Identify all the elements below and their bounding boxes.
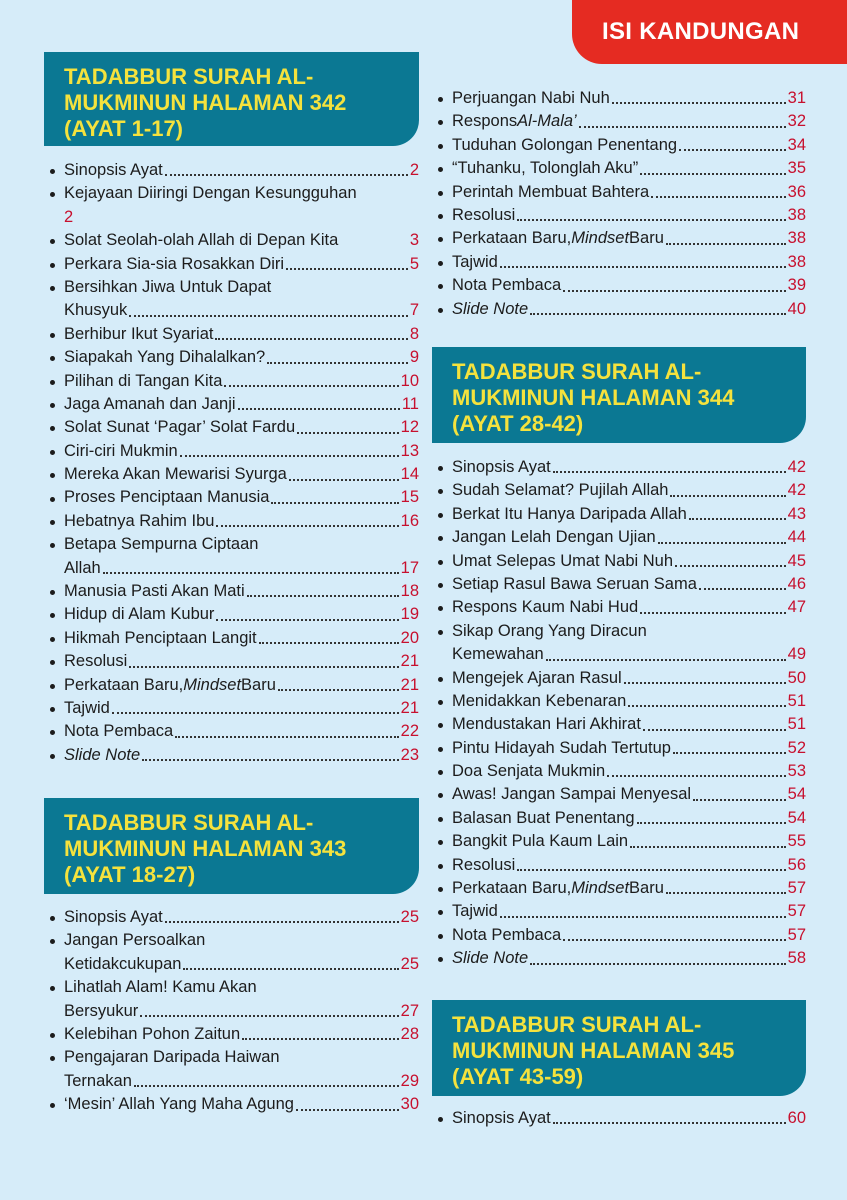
toc-entry[interactable] bbox=[44, 229, 419, 252]
leader-dots bbox=[579, 126, 786, 128]
entry-title-cont: Khusyuk bbox=[64, 301, 128, 320]
entry-title: Nota Pembaca bbox=[452, 925, 562, 944]
entry-title: Nota Pembaca bbox=[64, 722, 174, 741]
leader-dots bbox=[517, 869, 785, 871]
entry-title: “Tuhanku, Tolonglah Aku” bbox=[452, 159, 639, 178]
entry-title: Perintah Membuat Bahtera bbox=[452, 182, 650, 201]
toc-entry[interactable] bbox=[432, 456, 806, 479]
entry-title: Ciri-ciri Mukmin bbox=[64, 441, 178, 460]
entry-title: Respons Kaum Nabi Hud bbox=[452, 598, 639, 617]
toc-entry[interactable] bbox=[432, 87, 806, 110]
toc-entry[interactable] bbox=[432, 227, 806, 250]
entry-page: 28 bbox=[400, 1024, 419, 1043]
leader-dots bbox=[670, 495, 785, 497]
entry-page: 57 bbox=[787, 902, 806, 921]
toc-list-344 bbox=[432, 456, 806, 971]
entry-page: 14 bbox=[400, 465, 419, 484]
leader-dots bbox=[673, 752, 786, 754]
entry-title: Awas! Jangan Sampai Menyesal bbox=[452, 785, 692, 804]
section-header-342 bbox=[44, 52, 419, 146]
entry-page: 21 bbox=[400, 652, 419, 671]
toc-entry[interactable] bbox=[44, 650, 419, 673]
tab-label: ISI KANDUNGAN bbox=[602, 18, 800, 45]
entry-page: 27 bbox=[400, 1001, 419, 1020]
toc-list-345 bbox=[432, 1107, 806, 1130]
toc-entry[interactable] bbox=[432, 854, 806, 877]
entry-title: Mendustakan Hari Akhirat bbox=[452, 715, 641, 734]
toc-entry[interactable] bbox=[432, 877, 806, 900]
entry-page: 2 bbox=[64, 207, 74, 226]
section-header-344 bbox=[432, 347, 806, 443]
entry-title: Sinopsis Ayat bbox=[64, 907, 163, 926]
header-line: MUKMINUN HALAMAN 344 bbox=[452, 385, 735, 410]
entry-page: 31 bbox=[787, 88, 806, 107]
leader-dots bbox=[628, 705, 785, 707]
leader-dots bbox=[271, 502, 398, 504]
leader-dots bbox=[530, 313, 786, 315]
entry-title: ‘Mesin’ Allah Yang Maha Agung bbox=[64, 1095, 294, 1114]
toc-entry[interactable] bbox=[44, 533, 419, 580]
entry-title: Resolusi bbox=[64, 652, 128, 671]
toc-entry[interactable] bbox=[432, 667, 806, 690]
toc-entry[interactable] bbox=[432, 573, 806, 596]
entry-page: 56 bbox=[787, 855, 806, 874]
entry-page: 44 bbox=[787, 528, 806, 547]
entry-title-b: Mindset bbox=[571, 879, 630, 898]
leader-dots bbox=[216, 525, 398, 527]
entry-title: Lihatlah Alam! Kamu Akan bbox=[64, 978, 257, 997]
entry-title: Hidup di Alam Kubur bbox=[64, 605, 215, 624]
leader-dots bbox=[675, 565, 786, 567]
entry-title: Slide Note bbox=[452, 949, 529, 968]
section-header-345 bbox=[432, 1000, 806, 1096]
entry-page: 11 bbox=[401, 394, 419, 413]
leader-dots bbox=[553, 1122, 786, 1124]
toc-entry[interactable] bbox=[44, 929, 419, 976]
toc-entry[interactable] bbox=[44, 720, 419, 743]
entry-title: Pengajaran Daripada Haiwan bbox=[64, 1048, 280, 1067]
toc-entry[interactable] bbox=[44, 463, 419, 486]
entry-page: 42 bbox=[787, 457, 806, 476]
entry-page: 38 bbox=[787, 252, 806, 271]
leader-dots bbox=[289, 479, 399, 481]
entry-page: 32 bbox=[787, 112, 806, 131]
entry-page: 10 bbox=[400, 371, 419, 390]
entry-page: 51 bbox=[787, 691, 806, 710]
leader-dots bbox=[640, 173, 785, 175]
entry-title-cont: Ketidakcukupan bbox=[64, 954, 182, 973]
entry-title: Hebatnya Rahim Ibu bbox=[64, 511, 215, 530]
entry-title: Sinopsis Ayat bbox=[452, 457, 551, 476]
toc-entry[interactable] bbox=[44, 370, 419, 393]
entry-title: Doa Senjata Mukmin bbox=[452, 762, 606, 781]
toc-entry[interactable] bbox=[44, 323, 419, 346]
entry-title: Proses Penciptaan Manusia bbox=[64, 488, 270, 507]
leader-dots bbox=[651, 196, 785, 198]
header-line: (AYAT 28-42) bbox=[452, 411, 584, 436]
leader-dots bbox=[666, 892, 786, 894]
leader-dots bbox=[216, 619, 398, 621]
leader-dots bbox=[247, 595, 399, 597]
entry-title: Pintu Hidayah Sudah Tertutup bbox=[452, 738, 671, 757]
leader-dots bbox=[165, 921, 399, 923]
entry-title-cont: Kemewahan bbox=[452, 645, 544, 664]
leader-dots bbox=[666, 243, 786, 245]
leader-dots bbox=[242, 1038, 399, 1040]
toc-list-343-left bbox=[44, 906, 419, 1117]
toc-entry[interactable] bbox=[432, 737, 806, 760]
entry-title-c: Baru bbox=[241, 675, 276, 694]
entry-page: 54 bbox=[787, 808, 806, 827]
toc-list-342 bbox=[44, 159, 419, 767]
toc-entry[interactable] bbox=[432, 251, 806, 274]
entry-page: 13 bbox=[400, 441, 419, 460]
toc-entry[interactable] bbox=[44, 487, 419, 510]
entry-page: 35 bbox=[787, 159, 806, 178]
entry-page: 57 bbox=[787, 879, 806, 898]
leader-dots bbox=[500, 266, 786, 268]
leader-dots bbox=[546, 659, 786, 661]
leader-dots bbox=[175, 736, 398, 738]
toc-entry[interactable] bbox=[432, 204, 806, 227]
leader-dots bbox=[530, 963, 786, 965]
toc-entry[interactable] bbox=[44, 906, 419, 929]
header-line: (AYAT 43-59) bbox=[452, 1064, 584, 1089]
header-line: MUKMINUN HALAMAN 342 bbox=[64, 90, 347, 115]
toc-entry[interactable] bbox=[44, 253, 419, 276]
toc-entry[interactable] bbox=[432, 713, 806, 736]
entry-title: Jangan Persoalkan bbox=[64, 931, 206, 950]
leader-dots bbox=[259, 642, 399, 644]
leader-dots bbox=[563, 939, 785, 941]
entry-title: Perkara Sia-sia Rosakkan Diri bbox=[64, 254, 285, 273]
entry-title: Sudah Selamat? Pujilah Allah bbox=[452, 481, 669, 500]
entry-page: 58 bbox=[787, 949, 806, 968]
toc-entry[interactable] bbox=[432, 181, 806, 204]
leader-dots bbox=[297, 432, 399, 434]
entry-page: 34 bbox=[787, 135, 806, 154]
leader-dots bbox=[624, 682, 786, 684]
entry-title: Tajwid bbox=[452, 902, 498, 921]
leader-dots bbox=[517, 219, 785, 221]
toc-entry[interactable] bbox=[432, 620, 806, 667]
leader-dots bbox=[637, 822, 786, 824]
entry-title-b: Mindset bbox=[183, 675, 242, 694]
toc-entry[interactable] bbox=[44, 1093, 419, 1116]
entry-title-cont: Allah bbox=[64, 558, 101, 577]
entry-page: 30 bbox=[400, 1095, 419, 1114]
entry-page: 38 bbox=[787, 229, 806, 248]
entry-title: Menidakkan Kebenaran bbox=[452, 691, 627, 710]
toc-entry[interactable] bbox=[432, 830, 806, 853]
section-header-343 bbox=[44, 798, 419, 894]
entry-page: 50 bbox=[787, 668, 806, 687]
toc-entry[interactable] bbox=[432, 924, 806, 947]
entry-title: Berkat Itu Hanya Daripada Allah bbox=[452, 504, 687, 523]
entry-title: Jangan Lelah Dengan Ujian bbox=[452, 528, 656, 547]
entry-title: Tuduhan Golongan Penentang bbox=[452, 135, 678, 154]
leader-dots bbox=[553, 471, 786, 473]
entry-title: Balasan Buat Penentang bbox=[452, 808, 635, 827]
section-tab bbox=[572, 0, 847, 64]
entry-page: 55 bbox=[787, 832, 806, 851]
entry-page: 53 bbox=[787, 762, 806, 781]
entry-title: Kelebihan Pohon Zaitun bbox=[64, 1024, 241, 1043]
entry-title: Nota Pembaca bbox=[452, 276, 562, 295]
toc-entry[interactable] bbox=[44, 182, 419, 229]
toc-entry[interactable] bbox=[44, 346, 419, 369]
leader-dots bbox=[140, 1015, 398, 1017]
leader-dots bbox=[689, 518, 786, 520]
entry-title: Resolusi bbox=[452, 855, 516, 874]
entry-page: 18 bbox=[400, 582, 419, 601]
entry-page: 21 bbox=[400, 675, 419, 694]
entry-page: 7 bbox=[409, 301, 419, 320]
toc-entry[interactable] bbox=[432, 134, 806, 157]
leader-dots bbox=[699, 588, 786, 590]
entry-title: Bangkit Pula Kaum Lain bbox=[452, 832, 629, 851]
entry-page: 23 bbox=[400, 745, 419, 764]
leader-dots bbox=[643, 729, 786, 731]
toc-entry[interactable] bbox=[44, 159, 419, 182]
leader-dots bbox=[180, 455, 399, 457]
entry-title: Betapa Sempurna Ciptaan bbox=[64, 535, 259, 554]
leader-dots bbox=[134, 1085, 399, 1087]
entry-title: Slide Note bbox=[452, 299, 529, 318]
entry-title-c: Baru bbox=[629, 879, 664, 898]
entry-page: 40 bbox=[787, 299, 806, 318]
toc-entry[interactable] bbox=[432, 900, 806, 923]
toc-entry[interactable] bbox=[432, 596, 806, 619]
entry-title-a: Perkataan Baru, bbox=[452, 879, 572, 898]
leader-dots bbox=[183, 968, 398, 970]
toc-entry[interactable] bbox=[432, 783, 806, 806]
entry-page: 54 bbox=[787, 785, 806, 804]
leader-dots bbox=[278, 689, 399, 691]
header-line: MUKMINUN HALAMAN 343 bbox=[64, 836, 347, 861]
toc-entry[interactable] bbox=[432, 807, 806, 830]
entry-title: Solat Seolah-olah Allah di Depan Kita bbox=[64, 231, 339, 250]
leader-dots bbox=[129, 666, 398, 668]
entry-title-a: Respons bbox=[452, 112, 518, 131]
entry-page: 38 bbox=[787, 205, 806, 224]
header-line: MUKMINUN HALAMAN 345 bbox=[452, 1038, 735, 1063]
entry-page: 3 bbox=[409, 231, 419, 250]
toc-entry[interactable] bbox=[432, 760, 806, 783]
entry-page: 25 bbox=[400, 954, 419, 973]
toc-entry[interactable] bbox=[44, 697, 419, 720]
toc-entry[interactable] bbox=[44, 510, 419, 533]
leader-dots bbox=[103, 572, 399, 574]
header-line: TADABBUR SURAH AL- bbox=[64, 810, 314, 835]
entry-page: 8 bbox=[409, 324, 419, 343]
entry-page: 57 bbox=[787, 925, 806, 944]
entry-page: 39 bbox=[787, 276, 806, 295]
entry-title: Tajwid bbox=[64, 699, 110, 718]
entry-page: 42 bbox=[787, 481, 806, 500]
entry-page: 29 bbox=[400, 1071, 419, 1090]
toc-entry[interactable] bbox=[432, 479, 806, 502]
toc-entry[interactable] bbox=[44, 440, 419, 463]
leader-dots bbox=[640, 612, 785, 614]
entry-title-a: Perkataan Baru, bbox=[64, 675, 184, 694]
toc-entry[interactable] bbox=[44, 603, 419, 626]
entry-page: 51 bbox=[787, 715, 806, 734]
entry-page: 2 bbox=[409, 160, 419, 179]
toc-entry[interactable] bbox=[432, 503, 806, 526]
entry-title: Berhibur Ikut Syariat bbox=[64, 324, 214, 343]
toc-entry[interactable] bbox=[432, 1107, 806, 1130]
leader-dots bbox=[224, 385, 398, 387]
toc-entry[interactable] bbox=[44, 580, 419, 603]
toc-entry[interactable] bbox=[44, 416, 419, 439]
entry-title-cont: Bersyukur bbox=[64, 1001, 139, 1020]
entry-title: Bersihkan Jiwa Untuk Dapat bbox=[64, 277, 272, 296]
entry-page: 45 bbox=[787, 551, 806, 570]
entry-title-b: Al-Mala’ bbox=[517, 112, 577, 131]
entry-title: Tajwid bbox=[452, 252, 498, 271]
leader-dots bbox=[286, 268, 408, 270]
leader-dots bbox=[563, 290, 785, 292]
leader-dots bbox=[112, 712, 399, 714]
leader-dots bbox=[500, 916, 786, 918]
entry-page: 43 bbox=[787, 504, 806, 523]
entry-title: Mereka Akan Mewarisi Syurga bbox=[64, 465, 287, 484]
leader-dots bbox=[679, 149, 786, 151]
toc-entry[interactable] bbox=[432, 298, 806, 321]
entry-title: Kejayaan Diiringi Dengan Kesungguhan bbox=[64, 184, 357, 203]
toc-entry[interactable] bbox=[432, 526, 806, 549]
toc-entry[interactable] bbox=[432, 157, 806, 180]
entry-page: 5 bbox=[409, 254, 419, 273]
entry-title-c: Baru bbox=[629, 229, 664, 248]
entry-title: Perjuangan Nabi Nuh bbox=[452, 88, 610, 107]
entry-page: 17 bbox=[400, 558, 419, 577]
entry-title: Setiap Rasul Bawa Seruan Sama bbox=[452, 574, 697, 593]
toc-entry[interactable] bbox=[44, 393, 419, 416]
entry-page: 25 bbox=[400, 907, 419, 926]
leader-dots bbox=[129, 315, 408, 317]
header-line: (AYAT 1-17) bbox=[64, 116, 184, 141]
leader-dots bbox=[693, 799, 786, 801]
entry-title: Sinopsis Ayat bbox=[64, 160, 163, 179]
header-line: (AYAT 18-27) bbox=[64, 862, 196, 887]
entry-title: Resolusi bbox=[452, 205, 516, 224]
leader-dots bbox=[165, 174, 408, 176]
header-line: TADABBUR SURAH AL- bbox=[452, 359, 702, 384]
toc-entry[interactable] bbox=[432, 550, 806, 573]
entry-page: 20 bbox=[400, 628, 419, 647]
entry-title: Manusia Pasti Akan Mati bbox=[64, 582, 245, 601]
entry-title: Sikap Orang Yang Diracun bbox=[452, 621, 647, 640]
entry-title: Sinopsis Ayat bbox=[452, 1108, 551, 1127]
toc-entry[interactable] bbox=[432, 690, 806, 713]
toc-entry[interactable] bbox=[44, 674, 419, 697]
leader-dots bbox=[215, 338, 407, 340]
leader-dots bbox=[658, 542, 786, 544]
entry-title: Solat Sunat ‘Pagar’ Solat Fardu bbox=[64, 418, 296, 437]
leader-dots bbox=[630, 846, 786, 848]
leader-dots bbox=[296, 1109, 399, 1111]
entry-title-b: Mindset bbox=[571, 229, 630, 248]
leader-dots bbox=[238, 408, 400, 410]
entry-page: 22 bbox=[400, 722, 419, 741]
toc-entry[interactable] bbox=[432, 110, 806, 133]
entry-title: Pilihan di Tangan Kita bbox=[64, 371, 223, 390]
entry-page: 47 bbox=[787, 598, 806, 617]
toc-list-343-right bbox=[432, 87, 806, 321]
entry-page: 49 bbox=[787, 645, 806, 664]
toc-entry[interactable] bbox=[44, 1023, 419, 1046]
entry-title: Jaga Amanah dan Janji bbox=[64, 394, 236, 413]
toc-entry[interactable] bbox=[44, 627, 419, 650]
entry-page: 19 bbox=[400, 605, 419, 624]
header-line: TADABBUR SURAH AL- bbox=[64, 64, 314, 89]
entry-title-a: Perkataan Baru, bbox=[452, 229, 572, 248]
entry-page: 15 bbox=[400, 488, 419, 507]
leader-dots bbox=[607, 775, 785, 777]
leader-dots bbox=[612, 102, 786, 104]
entry-page: 46 bbox=[787, 574, 806, 593]
toc-entry[interactable] bbox=[44, 276, 419, 323]
leader-dots bbox=[142, 759, 399, 761]
entry-page: 52 bbox=[787, 738, 806, 757]
toc-entry[interactable] bbox=[432, 274, 806, 297]
entry-page: 9 bbox=[409, 348, 419, 367]
toc-entry[interactable] bbox=[432, 947, 806, 970]
toc-entry[interactable] bbox=[44, 744, 419, 767]
toc-entry[interactable] bbox=[44, 1046, 419, 1093]
entry-title: Hikmah Penciptaan Langit bbox=[64, 628, 257, 647]
entry-title: Slide Note bbox=[64, 745, 141, 764]
entry-title: Siapakah Yang Dihalalkan? bbox=[64, 348, 266, 367]
leader-dots bbox=[267, 362, 408, 364]
entry-title: Mengejek Ajaran Rasul bbox=[452, 668, 622, 687]
entry-title: Umat Selepas Umat Nabi Nuh bbox=[452, 551, 674, 570]
entry-page: 16 bbox=[400, 511, 419, 530]
entry-page: 36 bbox=[787, 182, 806, 201]
entry-page: 21 bbox=[400, 699, 419, 718]
entry-page: 12 bbox=[400, 418, 419, 437]
toc-entry[interactable] bbox=[44, 976, 419, 1023]
header-line: TADABBUR SURAH AL- bbox=[452, 1012, 702, 1037]
entry-page: 60 bbox=[787, 1108, 806, 1127]
entry-title-cont: Ternakan bbox=[64, 1071, 132, 1090]
